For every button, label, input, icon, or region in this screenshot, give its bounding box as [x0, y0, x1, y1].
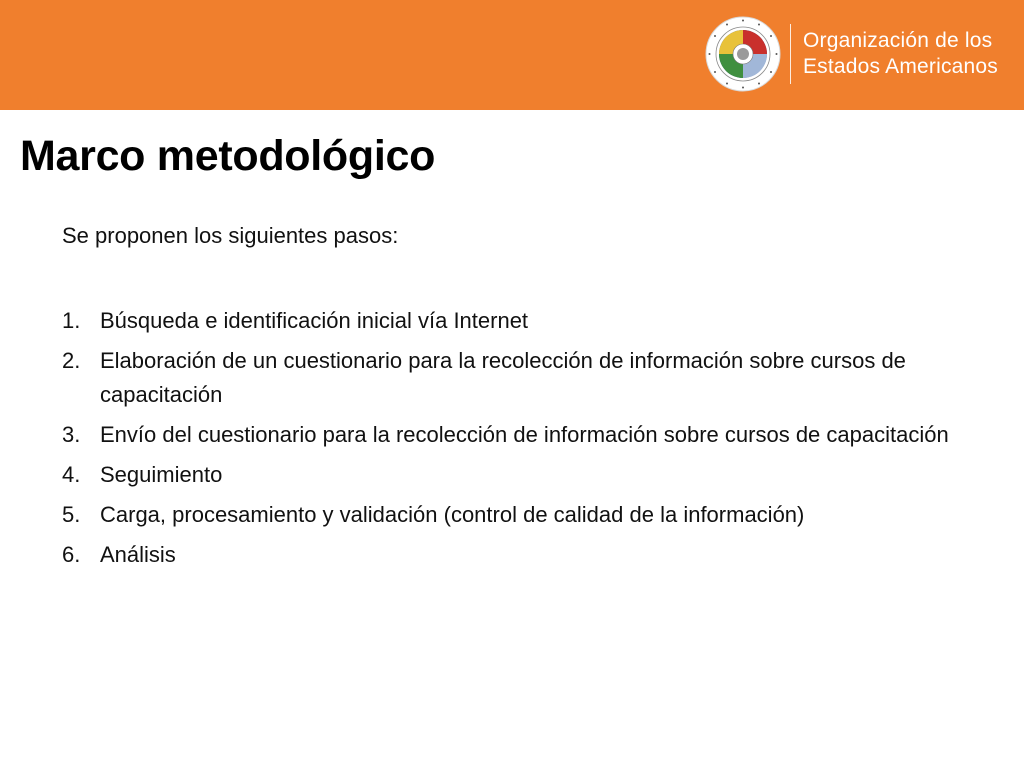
list-item — [62, 538, 962, 572]
list-item — [62, 344, 962, 412]
step-text: Carga, procesamiento y validación (control de calidad de la información) — [100, 502, 805, 527]
organization-name — [803, 28, 998, 80]
list-item — [62, 418, 962, 452]
step-text: Análisis — [100, 542, 176, 567]
steps-list — [62, 304, 962, 578]
oas-seal-icon — [704, 15, 782, 93]
oas-logo — [704, 10, 998, 98]
organization-name-line1: Organización de los — [802, 29, 993, 52]
list-item — [62, 458, 962, 492]
list-item — [62, 304, 962, 338]
step-number: 3. — [62, 422, 81, 447]
step-number: 1. — [62, 308, 81, 333]
step-number: 4. — [62, 462, 81, 487]
step-text: Envío del cuestionario para la recolección de información sobre cursos de capacitación — [100, 422, 949, 447]
step-number: 6. — [62, 542, 81, 567]
list-item — [62, 498, 962, 532]
slide-title: Marco metodológico — [20, 132, 436, 180]
logo-divider — [790, 24, 791, 84]
organization-name-line2: Estados Americanos — [802, 55, 998, 78]
header-band — [0, 0, 1024, 110]
step-text: Búsqueda e identificación inicial vía Internet — [100, 308, 529, 333]
step-number: 2. — [62, 348, 81, 373]
step-text: Elaboración de un cuestionario para la recolección de información sobre cursos de capacitación — [100, 348, 906, 407]
step-number: 5. — [62, 502, 81, 527]
intro-text: Se proponen los siguientes pasos: — [62, 223, 399, 248]
step-text: Seguimiento — [100, 462, 223, 487]
